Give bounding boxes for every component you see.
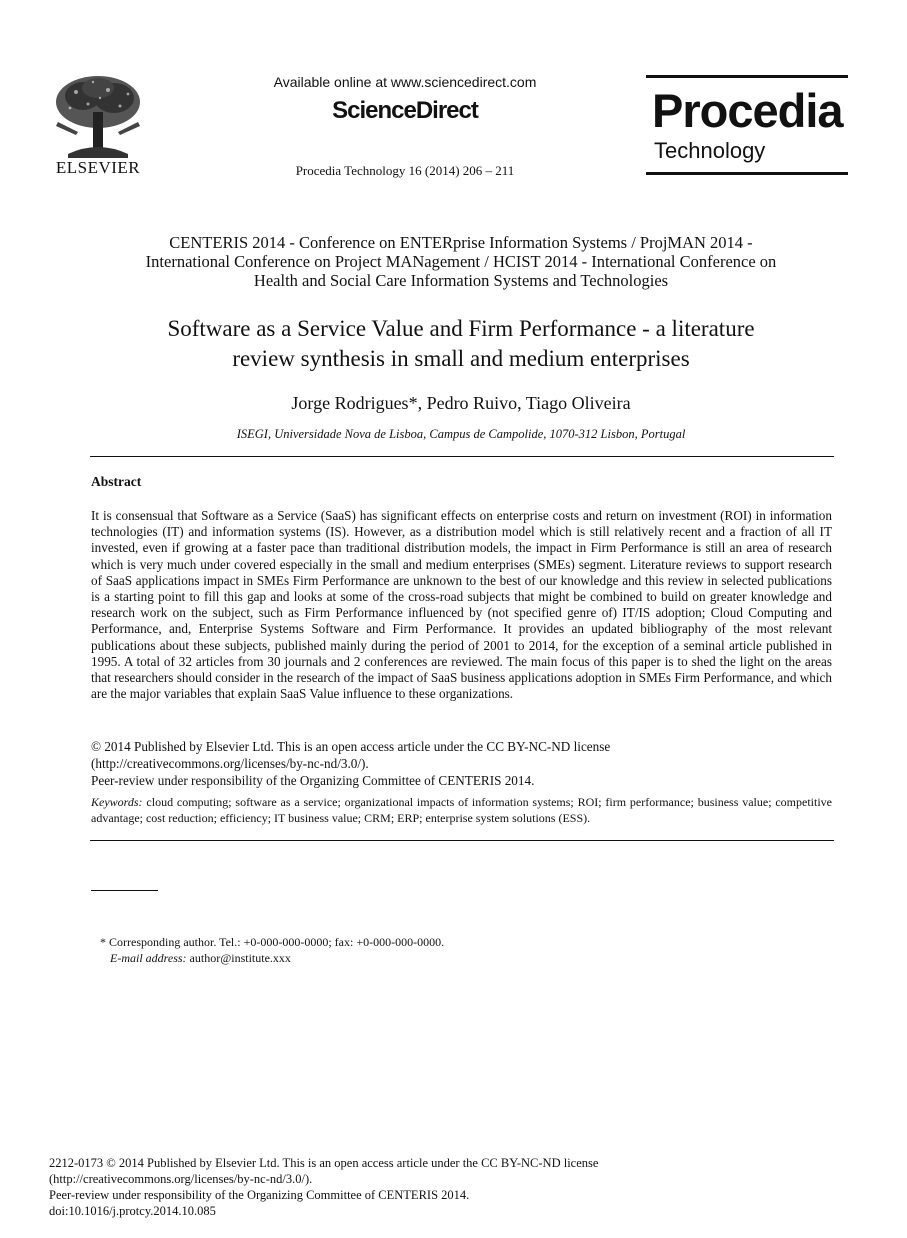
corresponding-author-footnote xyxy=(100,934,800,966)
conference-line: CENTERIS 2014 - Conference on ENTERprise Information Systems / ProjMAN 2014 - xyxy=(169,233,753,252)
keywords-list: cloud computing; software as a service; organizational impacts of information systems; ROI; firm performance; business value; competitive advantage; cost reduction; efficiency; IT business value; CRM; ERP; enterprise system solutions (ESS). xyxy=(91,795,833,825)
keywords-label: Keywords: xyxy=(91,795,143,809)
paper-title-line: Software as a Service Value and Firm Performance - a literature xyxy=(167,316,755,341)
procedia-top-rule xyxy=(646,75,848,78)
abstract-body: It is consensual that Software as a Service (SaaS) has significant effects on enterprise costs and return on investment (ROI) in information technologies (IT) and information systems (IS). However, as a distribution model which is still relatively recent and a fraction of all IT invested, even if growing at a faster pace than traditional distribution models, the impact in Firm Performance is still an area of research which is very much under covered especially in the small and medium enterprises (SMEs) segment. Literature reviews to support research of SaaS applications impact in SMEs Firm Performance are unknown to the best of our knowledge and this review in selected publications is a starting point to fill this gap and looks at some of the cross-road subjects that might be combined to build on greater knowledge and research work on the subject, such as Firm Performance influenced by (not specified genre of) IT/IS adoption; Cloud Computing and Performance, and, Enterprise Systems Software and Firm Performance. It provides an updated bibliography of the most relevant publications about these subjects, published mainly during the period of 2001 to 2014, for the exception of a seminal article published in 1995. A total of 32 articles from 30 journals and 2 conferences are reviewed. The main focus of this paper is to shed the light on the areas that researchers should consider in the research of the impact of SaaS business applications adoption in SMEs Firm Performance, and which are the major variables that explain SaaS Value influence to these organizations. xyxy=(91,508,832,702)
license-text: © 2014 Published by Elsevier Ltd. This is an open access article under the CC BY-NC-ND license xyxy=(91,739,611,754)
license-block xyxy=(91,738,832,789)
procedia-logo-subtitle: Technology xyxy=(654,138,766,163)
conference-line: International Conference on Project MANagement / HCIST 2014 - International Conference on xyxy=(145,252,777,271)
affiliation: ISEGI, Universidade Nova de Lisboa, Campus de Campolide, 1070-312 Lisbon, Portugal xyxy=(236,427,686,441)
keywords xyxy=(91,795,832,826)
peer-review-text: Peer-review under responsibility of the Organizing Committee of CENTERIS 2014. xyxy=(91,773,535,788)
footer-peer-review: Peer-review under responsibility of the Organizing Committee of CENTERIS 2014. xyxy=(49,1188,470,1202)
divider xyxy=(90,840,834,841)
page-footer xyxy=(49,1155,849,1219)
license-link[interactable]: (http://creativecommons.org/licenses/by-nc-nd/3.0/). xyxy=(91,756,369,771)
conference-line: Health and Social Care Information Systems and Technologies xyxy=(253,271,669,290)
email-line xyxy=(100,950,800,966)
footer-doi[interactable]: doi:10.1016/j.protcy.2014.10.085 xyxy=(49,1204,216,1218)
email-address[interactable]: author@institute.xxx xyxy=(189,951,291,965)
available-online-text: Available online at www.sciencedirect.com xyxy=(273,74,537,90)
paper-title-line: review synthesis in small and medium enterprises xyxy=(232,346,690,371)
procedia-bottom-rule xyxy=(646,172,848,175)
footer-issn-license: 2212-0173 © 2014 Published by Elsevier Ltd. This is an open access article under the CC BY-NC-ND license xyxy=(49,1156,599,1170)
sciencedirect-logo: ScienceDirect xyxy=(332,97,478,124)
authors: Jorge Rodrigues*, Pedro Ruivo, Tiago Oliveira xyxy=(291,393,631,413)
procedia-logo-title: Procedia xyxy=(652,84,843,137)
footer-license-link[interactable]: (http://creativecommons.org/licenses/by-nc-nd/3.0/). xyxy=(49,1172,313,1186)
journal-reference: Procedia Technology 16 (2014) 206 – 211 xyxy=(295,163,515,178)
elsevier-wordmark: ELSEVIER xyxy=(55,158,141,177)
corresponding-author-text: * Corresponding author. Tel.: +0-000-000-0000; fax: +0-000-000-0000. xyxy=(100,935,445,949)
footnote-rule xyxy=(91,890,158,891)
divider xyxy=(90,456,834,457)
conference-name xyxy=(90,233,832,290)
email-label: E-mail address: xyxy=(110,951,187,965)
paper-title xyxy=(90,314,832,374)
abstract-heading: Abstract xyxy=(91,474,142,489)
